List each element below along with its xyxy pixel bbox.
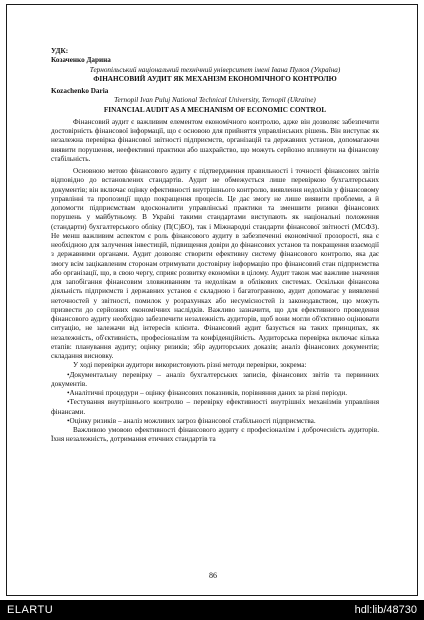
title-en: FINANCIAL AUDIT AS A MECHANISM OF ECONOMIC CONTROL — [103, 105, 327, 114]
affiliation-en: Ternopil Ivan Puluj National Technical University, Ternopil (Ukraine) — [114, 96, 316, 105]
title-ua: ФІНАНСОВИЙ АУДИТ ЯК МЕХАНІЗМ ЕКОНОМІЧНОГО КОНТРОЛЮ — [93, 74, 337, 83]
bullet-item: •Документальну перевірку – аналіз бухгалтерських записів, фінансових звітів та первинних документів. — [51, 370, 379, 388]
body-paragraph-2: Основною метою фінансового аудиту є підтвердження правильності і точності фінансових звітів відповідно до встановлених стандартів. Аудит не обмежується лише перевіркою бухгалтерських документів; він включає оцінку ефективності внутрішнього контролю, виявлення недоліків у фінансовому управлінні та пропозиції щодо покращення процесів. Це дає змогу не лише виявити проблеми, а й допомогти підприємствам вдосконалити управлінські практики та зменшити ризики фінансових порушень у майбутньому. В Україні такими стандартами виступають як національні положення (стандарти) бухгалтерського обліку (П(С)БО), так і Міжнародні стандарти фінансової звітності (МСФЗ). Не менш важливим аспектом є роль фінансового аудиту в забезпеченні економічної прозорості, яка є необхідною для залучення інвестицій, підвищення довіри до фінансових установ та покращення взаємодії з державними органами. Аудит дозволяє створити ефективну систему фінансового контролю, яка дає змогу всім зацікавленим сторонам отримувати достовірну інформацію про фінансовий стан підприємства або організації, що, в свою чергу, сприяє розвитку економіки в цілому. Аудит також має важливе значення для запобігання фінансовим зловживанням та недолікам в облікових системах. Оскільки фінансова діяльність підприємств і державних установ є складною і багатогранною, аудит допомагає у виявленні неточностей у звітності, помилок у розрахунках або несумісностей із законодавством, що можуть призвести до серйозних економічних наслідків. Важливо зазначити, що для ефективного проведення фінансового аудиту необхідно забезпечити незалежність аудиторів, щоб вони могли об'єктивно оцінювати ситуацію, не залежачи від інтересів клієнта. Фінансовий аудит базується на таких принципах, як незалежність, об'єктивність, професіоналізм та конфіденційність. Аудиторська перевірка включає кілька етапів: планування аудиту; оцінку ризиків; збір аудиторських доказів; аналіз фінансових документів; складання висновку. — [51, 167, 379, 360]
body-paragraph-1: Фінансовий аудит є важливим елементом економічного контролю, адже він дозволяє забезпечити достовірність фінансової інформації, що є основою для прийняття управлінських рішень. Він виступає як незалежна перевірка фінансової звітності підприємств, організацій та державних установ, допомагаючи виявити порушення, неефективні практики або шахрайство, що можуть серйозно вплинути на фінансову стабільність. — [51, 117, 379, 163]
affiliation-ua: Тернопільський національний технічний університет імені Івана Пулюя (Україна) — [89, 65, 341, 74]
document-page — [6, 4, 418, 596]
repository-name: ELARTU — [7, 604, 54, 616]
bullet-item: •Оцінку ризиків – аналіз можливих загроз фінансової стабільності підприємства. — [67, 416, 316, 425]
body-paragraph-4: Важливою умовою ефективності фінансового аудиту є професіоналізм і доброчесність аудиторів. Їхня незалежність, дотримання етичних стандартів та — [51, 426, 379, 444]
repository-footer-bar — [0, 600, 424, 620]
handle-identifier: hdl:lib/48730 — [354, 604, 417, 616]
page-number: 86 — [209, 571, 217, 580]
author-ua: Козаченко Дарина — [51, 56, 111, 65]
udk-label: УДК: — [51, 47, 69, 55]
article-content — [51, 47, 379, 445]
bullet-item: •Аналітичні процедури – оцінку фінансових показників, порівняння даних за різні періоди. — [67, 389, 348, 397]
author-en: Kozachenko Daria — [51, 87, 109, 95]
bullet-item: •Тестування внутрішнього контролю – перевірку ефективності внутрішніх механізмів управління фінансами. — [51, 398, 379, 416]
body-paragraph-3: У ході перевірки аудитори використовують різні методи перевірки, зокрема: — [73, 361, 307, 370]
